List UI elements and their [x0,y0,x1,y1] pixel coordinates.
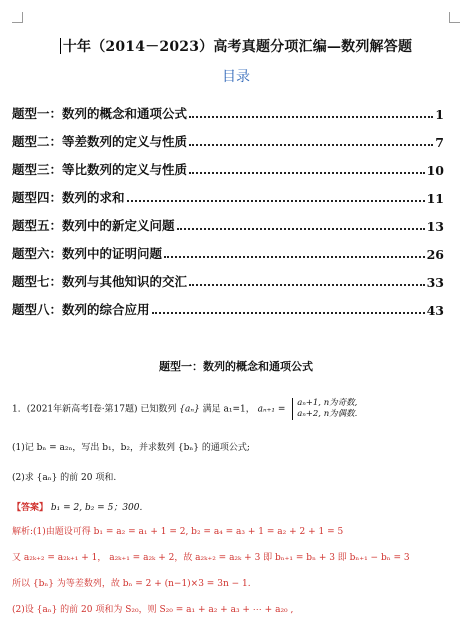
toc-entry-8[interactable]: 题型八：数列的综合应用 43 [12,302,444,318]
document-title: 十年（2014－2023）高考真题分项汇编—数列解答题 [0,36,472,56]
toc-entry-2[interactable]: 题型二：等差数列的定义与性质 7 [12,134,444,150]
toc-leader-dots [189,284,425,286]
toc-leader-dots [189,144,433,146]
page-corner-mark-right [449,12,460,23]
problem-part-2: (2)求 {aₙ} 的前 20 项和. [12,473,117,483]
toc-leader-dots [177,228,425,230]
table-of-contents [12,94,444,318]
section-heading: 题型一：数列的概念和通项公式 [159,360,313,373]
toc-entry-5[interactable]: 题型五：数列中的新定义问题 13 [12,218,444,234]
text-cursor [60,38,61,54]
toc-leader-dots [164,256,425,258]
toc-leader-dots [127,200,425,202]
piecewise-brace: aₙ+1, n为奇数, aₙ+2, n为偶数. [292,398,357,420]
answer-tag: 【答案】 [12,503,49,513]
problem-statement: 1．(2021年新高考I卷·第17题) 已知数列 {aₙ} 满足 a₁=1， aₙ₊₁ = aₙ+1, n为奇数, aₙ+2, n为偶数. [12,398,358,419]
toc-entry-7[interactable]: 题型七：数列与其他知识的交汇 33 [12,274,444,290]
problem-part-1: (1)记 bₙ = a₂ₙ，写出 b₁，b₂，并求数列 {bₙ} 的通项公式; [12,443,250,453]
toc-entry-1[interactable]: 题型一：数列的概念和通项公式 1 [12,106,444,122]
answer-line: 【答案】 b₁ = 2, b₂ = 5；300. [12,503,143,513]
toc-entry-4[interactable]: 题型四：数列的求和 11 [12,190,444,206]
solution-line-3: 所以 {bₙ} 为等差数列，故 bₙ = 2 + (n−1)×3 = 3n − 1. [12,579,251,589]
toc-leader-dots [189,172,425,174]
solution-line-4: (2)设 {aₙ} 的前 20 项和为 S₂₀，则 S₂₀ = a₁ + a₂ + a₃ + ⋯ + a₂₀ , [12,605,294,615]
toc-heading: 目录 [222,69,250,85]
toc-entry-3[interactable]: 题型三：等比数列的定义与性质 10 [12,162,444,178]
toc-leader-dots [152,312,425,314]
toc-leader-dots [189,116,433,118]
page-corner-mark-left [12,12,23,23]
solution-line-2: 又 a₂ₖ₊₂ = a₂ₖ₊₁ + 1， a₂ₖ₊₁ = a₂ₖ + 2，故 a₂ₖ₊₂ = a₂ₖ + 3 即 bₙ₊₁ = bₙ + 3 即 bₙ₊₁ − bₙ = 3 [12,553,410,563]
toc-entry-6[interactable]: 题型六：数列中的证明问题 26 [12,246,444,262]
solution-line-1: 解析:(1)由题设可得 b₁ = a₂ = a₁ + 1 = 2, b₂ = a₄ = a₃ + 1 = a₂ + 2 + 1 = 5 [12,527,344,537]
